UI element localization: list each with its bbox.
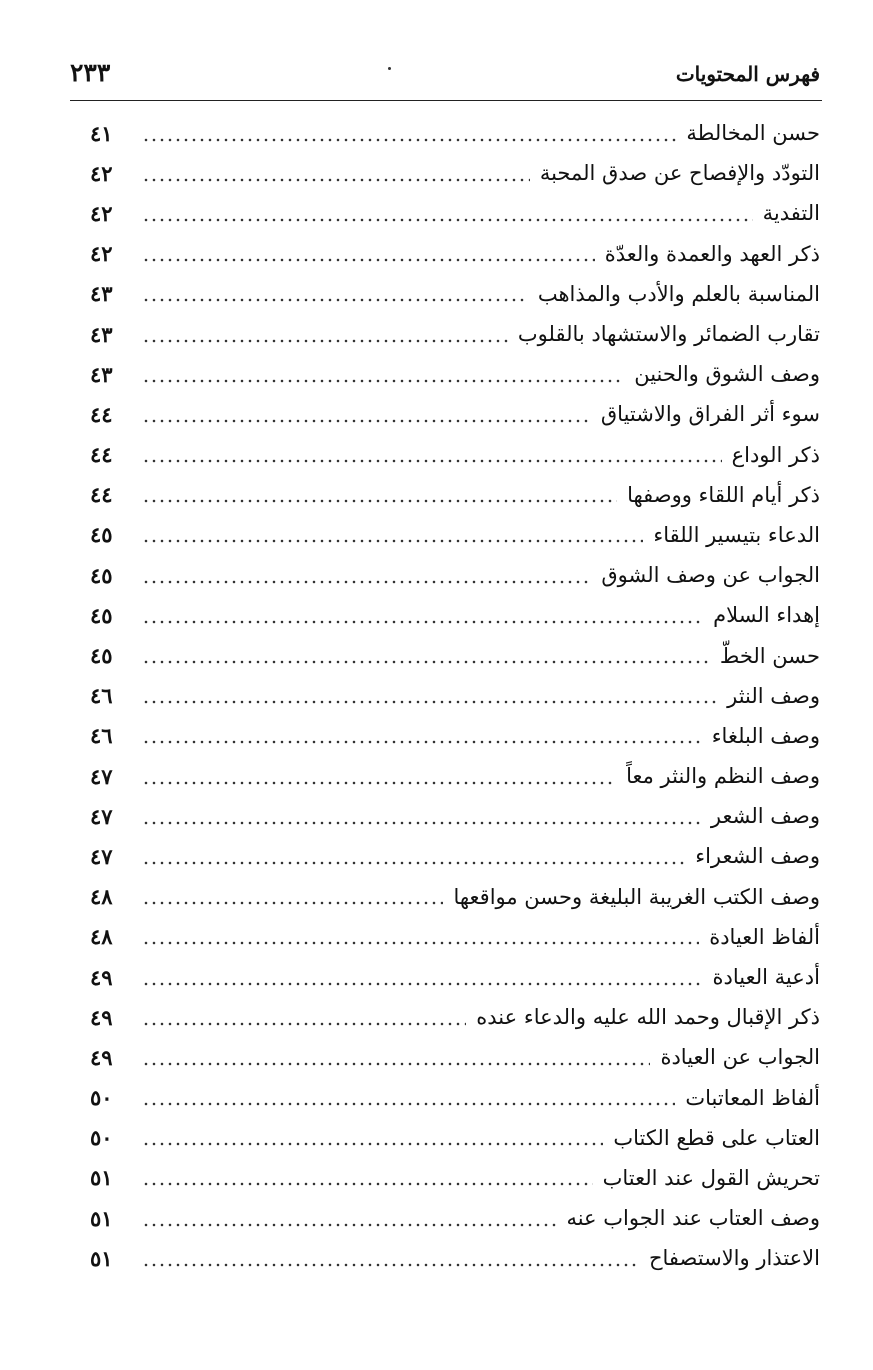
toc-entry xyxy=(90,113,820,153)
toc-entry-page: ٤٣ xyxy=(90,321,113,347)
dot-leader xyxy=(142,1087,675,1108)
toc-entry-page: ٤٥ xyxy=(90,562,113,588)
toc-entry-title: المناسبة بالعلم والأدب والمذاهب xyxy=(537,281,820,306)
toc-entry-page: ٤٧ xyxy=(90,803,113,829)
toc-entry-page: ٤٩ xyxy=(90,964,113,990)
dot-leader xyxy=(142,645,710,666)
toc-entry-page: ٤٢ xyxy=(90,160,113,186)
toc-entry xyxy=(90,716,820,756)
dot-leader xyxy=(142,1047,650,1068)
dot-leader xyxy=(142,846,685,867)
toc-entry-page: ٥٠ xyxy=(90,1125,113,1151)
toc-entry xyxy=(90,1238,820,1278)
toc-entry-page: ٤٩ xyxy=(90,1004,113,1030)
dot-leader xyxy=(142,565,591,586)
toc-entry xyxy=(90,394,820,434)
toc-entry-title: الدعاء بتيسير اللقاء xyxy=(653,522,820,547)
table-of-contents xyxy=(90,113,820,1278)
toc-entry xyxy=(90,957,820,997)
dot-leader xyxy=(142,1007,466,1028)
toc-entry xyxy=(90,435,820,475)
dot-leader xyxy=(142,524,643,545)
toc-entry-page: ٤٤ xyxy=(90,442,113,468)
toc-entry-page: ٤٩ xyxy=(90,1044,113,1070)
dot-leader xyxy=(142,404,591,425)
toc-entry-page: ٤١ xyxy=(90,120,113,146)
toc-entry xyxy=(90,997,820,1037)
toc-entry-title: وصف النثر xyxy=(727,683,820,708)
toc-entry xyxy=(90,917,820,957)
toc-entry-title: العتاب على قطع الكتاب xyxy=(613,1125,820,1150)
toc-entry xyxy=(90,1037,820,1077)
dot-leader xyxy=(142,203,753,224)
dot-leader xyxy=(142,364,624,385)
toc-entry xyxy=(90,234,820,274)
dot-leader xyxy=(142,444,722,465)
dot-leader xyxy=(142,725,702,746)
toc-entry-page: ٤٨ xyxy=(90,924,113,950)
toc-entry-page: ٤٧ xyxy=(90,843,113,869)
dot-leader xyxy=(142,806,701,827)
toc-entry xyxy=(90,1198,820,1238)
toc-entry xyxy=(90,555,820,595)
dot-leader xyxy=(142,685,717,706)
toc-entry-page: ٤٥ xyxy=(90,602,113,628)
dot-leader xyxy=(142,283,528,304)
toc-entry-page: ٥١ xyxy=(90,1205,113,1231)
toc-entry-title: ذكر الوداع xyxy=(731,442,820,467)
print-speck xyxy=(388,67,391,70)
toc-entry-page: ٤٥ xyxy=(90,522,113,548)
toc-entry-title: إهداء السلام xyxy=(713,603,820,628)
dot-leader xyxy=(142,766,616,787)
toc-entry-page: ٤٦ xyxy=(90,683,113,709)
toc-entry xyxy=(90,274,820,314)
toc-entry-page: ٤٤ xyxy=(90,482,113,508)
toc-entry-page: ٤٢ xyxy=(90,200,113,226)
dot-leader xyxy=(142,1208,556,1229)
toc-entry-page: ٤٤ xyxy=(90,401,113,427)
toc-entry-page: ٤٣ xyxy=(90,281,113,307)
dot-leader xyxy=(142,1167,593,1188)
toc-entry-page: ٤٨ xyxy=(90,884,113,910)
running-header xyxy=(70,58,820,98)
toc-entry-page: ٤٢ xyxy=(90,241,113,267)
toc-entry-page: ٥١ xyxy=(90,1165,113,1191)
toc-entry xyxy=(90,756,820,796)
toc-entry-page: ٤٥ xyxy=(90,643,113,669)
toc-entry-page: ٤٣ xyxy=(90,361,113,387)
toc-entry xyxy=(90,475,820,515)
toc-entry-page: ٥١ xyxy=(90,1245,113,1271)
dot-leader xyxy=(142,163,530,184)
toc-entry xyxy=(90,796,820,836)
toc-entry-page: ٥٠ xyxy=(90,1085,113,1111)
toc-entry-title: حسن الخطّ xyxy=(719,643,820,668)
toc-entry-title: تحريش القول عند العتاب xyxy=(602,1165,820,1190)
dot-leader xyxy=(142,243,595,264)
toc-entry-title: الجواب عن العيادة xyxy=(660,1045,820,1070)
toc-entry-title: وصف الشعراء xyxy=(695,844,820,869)
toc-entry-title: سوء أثر الفراق والاشتياق xyxy=(600,402,820,427)
dot-leader xyxy=(142,324,508,345)
toc-entry xyxy=(90,836,820,876)
dot-leader xyxy=(142,484,617,505)
toc-entry-title: وصف البلغاء xyxy=(711,723,820,748)
toc-entry xyxy=(90,877,820,917)
toc-entry-title: أدعية العيادة xyxy=(712,965,820,990)
dot-leader xyxy=(142,123,676,144)
toc-entry-title: التودّد والإفصاح عن صدق المحبة xyxy=(539,161,820,186)
page-number: ٢٣٣ xyxy=(70,58,111,87)
header-rule xyxy=(70,100,822,101)
toc-entry xyxy=(90,314,820,354)
toc-entry-title: التفدية xyxy=(762,201,820,226)
dot-leader xyxy=(142,886,443,907)
toc-entry-title: ذكر الإقبال وحمد الله عليه والدعاء عنده xyxy=(476,1005,820,1030)
toc-entry xyxy=(90,595,820,635)
toc-entry-title: ألفاظ العيادة xyxy=(709,924,820,949)
dot-leader xyxy=(142,1127,603,1148)
toc-entry-title: وصف النظم والنثر معاً xyxy=(626,764,820,789)
toc-entry-title: ذكر العهد والعمدة والعدّة xyxy=(604,241,820,266)
toc-entry xyxy=(90,1078,820,1118)
toc-entry xyxy=(90,1118,820,1158)
toc-entry-title: ذكر أيام اللقاء ووصفها xyxy=(627,482,820,507)
dot-leader xyxy=(142,605,703,626)
toc-entry-title: تقارب الضمائر والاستشهاد بالقلوب xyxy=(517,322,820,347)
toc-entry-title: حسن المخالطة xyxy=(686,121,820,146)
dot-leader xyxy=(142,926,699,947)
toc-entry-title: الاعتذار والاستصفاح xyxy=(648,1246,820,1271)
toc-entry-title: وصف الشعر xyxy=(710,804,820,829)
toc-entry xyxy=(90,1158,820,1198)
toc-entry xyxy=(90,193,820,233)
toc-entry-title: الجواب عن وصف الشوق xyxy=(601,563,820,588)
toc-entry xyxy=(90,676,820,716)
toc-entry-page: ٤٦ xyxy=(90,723,113,749)
toc-entry-title: ألفاظ المعاتبات xyxy=(685,1085,820,1110)
toc-entry xyxy=(90,635,820,675)
toc-entry-title: وصف الشوق والحنين xyxy=(634,362,820,387)
toc-entry-title: وصف الكتب الغريبة البليغة وحسن مواقعها xyxy=(453,884,820,909)
toc-entry-page: ٤٧ xyxy=(90,763,113,789)
toc-entry xyxy=(90,153,820,193)
dot-leader xyxy=(142,967,703,988)
running-header-title: فهرس المحتويات xyxy=(675,62,820,86)
dot-leader xyxy=(142,1248,639,1269)
toc-entry xyxy=(90,354,820,394)
toc-entry-title: وصف العتاب عند الجواب عنه xyxy=(566,1206,820,1231)
toc-entry xyxy=(90,515,820,555)
